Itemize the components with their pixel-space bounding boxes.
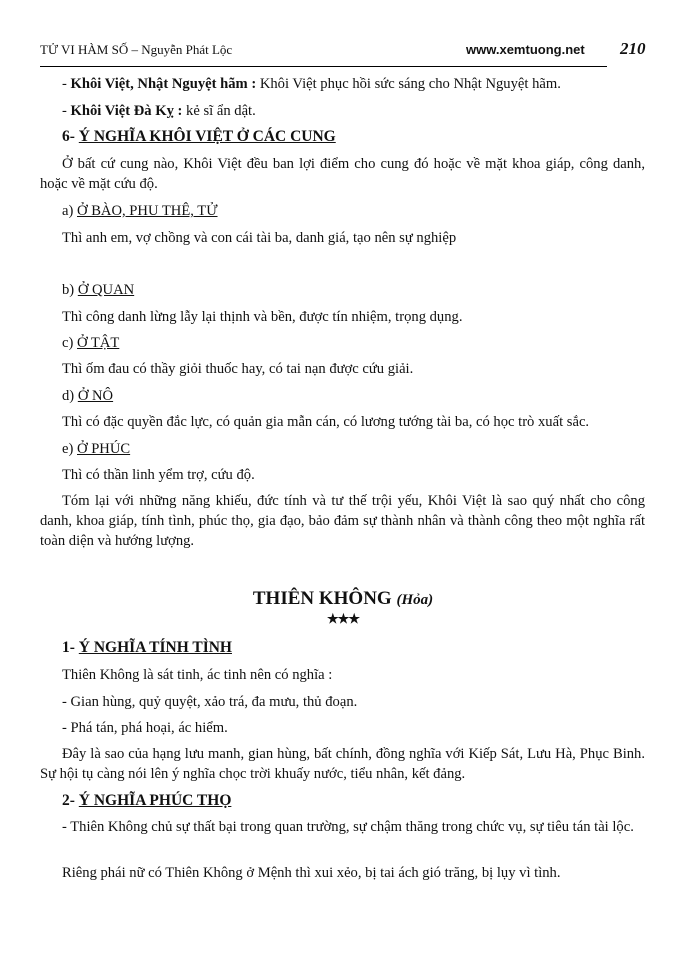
page-number: 210 — [620, 39, 646, 58]
subheading — [40, 386, 645, 406]
stars-icon: ★★★ — [327, 611, 359, 626]
term: Khôi Việt Đà Kỵ : — [70, 103, 183, 119]
subheading — [40, 201, 645, 221]
paragraph: - Thiên Không chủ sự thất bại trong quan trường, sự chậm thăng trong chức vụ, sự tiêu tán tài lộc. — [62, 819, 634, 835]
section-heading — [40, 791, 645, 811]
heading-number: 1- — [62, 639, 79, 656]
heading-text: Ý NGHĨA TÍNH TÌNH — [78, 639, 232, 656]
subheading — [40, 280, 645, 300]
paragraph: Thì có đặc quyền đắc lực, có quản gia mẫn cán, có lương tướng tài ba, có học trò xuất sắc. — [62, 414, 590, 430]
heading-number: 2- — [62, 792, 79, 809]
paragraph: Đây là sao của hạng lưu manh, gian hùng, bất chính, đồng nghĩa với Kiếp Sát, Lưu Hà, Phục Binh. Sự hội tụ càng nói lên ý nghĩa chọc trời khuấy nước, tiểu nhân, kết đảng. — [40, 746, 645, 782]
title-element: (Hỏa) — [396, 592, 434, 608]
paragraph: - Phá tán, phá hoại, ác hiểm. — [62, 720, 228, 736]
header-rule — [40, 66, 607, 67]
star-title — [0, 588, 686, 610]
paragraph: - Khôi Việt, Nhật Nguyệt hãm : Khôi Việt phục hồi sức sáng cho Nhật Nguyệt hãm. — [62, 76, 561, 92]
label: a) — [62, 203, 77, 219]
term: Khôi Việt, Nhật Nguyệt hãm : — [70, 76, 257, 92]
paragraph: - Gian hùng, quỷ quyệt, xảo trá, đa mưu, thủ đoạn. — [62, 694, 358, 710]
paragraph: Riêng phái nữ có Thiên Không ở Mệnh thì xui xẻo, bị tai ách gió trăng, bị lụy vì tình. — [62, 865, 561, 881]
subheading-text: Ở NÔ — [77, 388, 114, 404]
paragraph: Thì ốm đau có thầy giỏi thuốc hay, có tai nạn được cứu giải. — [62, 361, 414, 377]
subheading — [40, 333, 645, 353]
section-heading — [40, 638, 645, 658]
label: b) — [62, 282, 78, 298]
paragraph: Thì công danh lừng lẫy lại thịnh và bền, được tín nhiệm, trọng dụng. — [62, 309, 463, 325]
label: c) — [62, 335, 77, 351]
heading-text: Ý NGHĨA KHÔI VIỆT Ở CÁC CUNG — [78, 128, 336, 145]
label: d) — [62, 388, 78, 404]
paragraph: Ở bất cứ cung nào, Khôi Việt đều ban lợi điểm cho cung đó hoặc về mặt khoa giáp, công danh, hoặc về mặt cứu độ. — [40, 156, 645, 192]
paragraph: Tóm lại với những năng khiếu, đức tính và tư thế trội yếu, Khôi Việt là sao quý nhất cho công danh, khoa giáp, tính tình, phúc thọ, gia đạo, bảo đảm sự thành nhân và thành công theo một nghĩa rất toàn diện và hướng lượng. — [40, 493, 645, 549]
subheading-text: Ở QUAN — [77, 282, 135, 298]
text: kẻ sĩ ẩn dật. — [182, 103, 256, 119]
title-text: THIÊN KHÔNG — [252, 588, 392, 609]
paragraph: Thì có thần linh yểm trợ, cứu độ. — [62, 467, 255, 483]
header-website: www.xemtuong.net — [466, 42, 585, 57]
subheading-text: Ở BÀO, PHU THÊ, TỬ — [77, 203, 218, 219]
paragraph: - Khôi Việt Đà Kỵ : kẻ sĩ ẩn dật. — [62, 103, 256, 119]
text: Khôi Việt phục hồi sức sáng cho Nhật Nguyệt hãm. — [256, 76, 561, 92]
header-book-title: TỬ VI HÀM SỐ – Nguyễn Phát Lộc — [40, 42, 233, 57]
subheading — [40, 439, 645, 459]
section-heading — [40, 127, 645, 147]
paragraph: Thì anh em, vợ chồng và con cái tài ba, danh giá, tạo nên sự nghiệp — [62, 230, 457, 246]
heading-number: 6- — [62, 128, 79, 145]
subheading-text: Ở PHÚC — [77, 441, 131, 457]
subheading-text: Ở TẬT — [77, 335, 120, 351]
heading-text: Ý NGHĨA PHÚC THỌ — [78, 792, 232, 809]
label: e) — [62, 441, 77, 457]
paragraph: Thiên Không là sát tinh, ác tinh nên có nghĩa : — [62, 667, 333, 683]
